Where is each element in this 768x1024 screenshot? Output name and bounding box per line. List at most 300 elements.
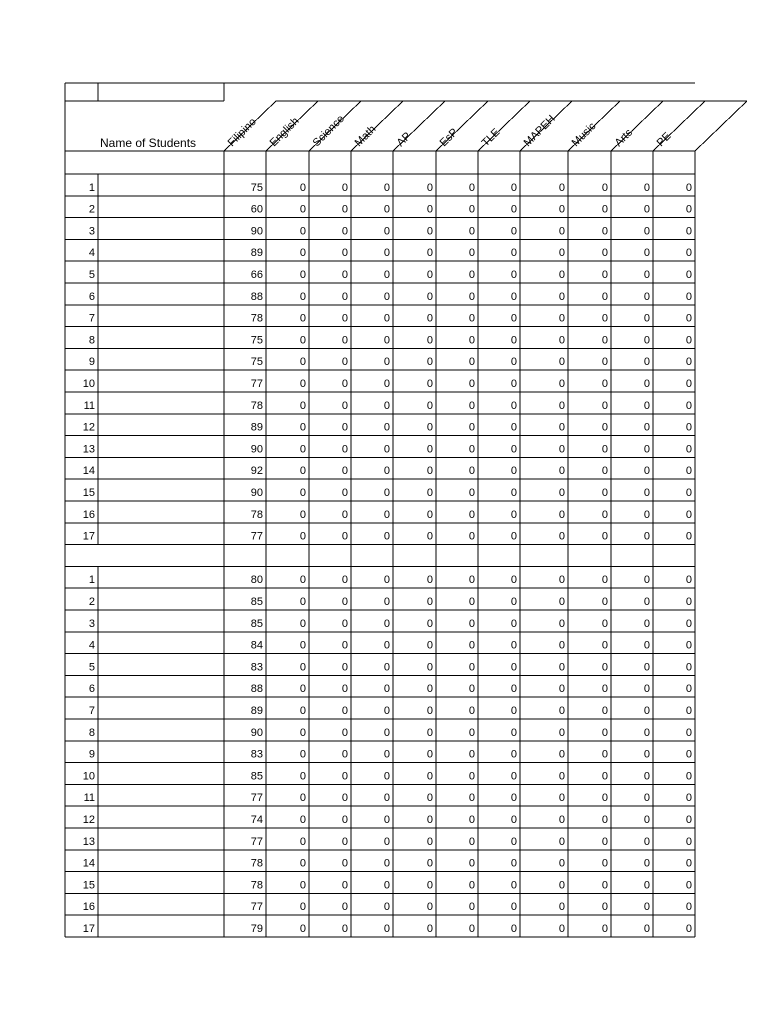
- grade-cell: 80: [250, 574, 263, 587]
- grade-cell: 0: [426, 814, 433, 826]
- grade-cell: 0: [510, 770, 517, 783]
- row-number: 17: [82, 530, 95, 543]
- cell-text: [83, 113, 692, 935]
- grade-cell: 0: [468, 639, 475, 652]
- grade-cell: 0: [643, 225, 650, 238]
- row-number: 8: [88, 334, 95, 347]
- grade-cell: 0: [426, 923, 433, 935]
- grade-cell: 0: [601, 923, 608, 935]
- grade-cell: 0: [510, 792, 517, 805]
- grade-cell: 0: [510, 203, 517, 216]
- grade-cell: 0: [510, 334, 517, 347]
- grade-cell: 0: [685, 661, 692, 674]
- header-slant-line: [695, 101, 747, 151]
- grade-cell: 0: [558, 356, 565, 369]
- grade-cell: 0: [558, 835, 565, 848]
- grade-cell: 0: [510, 596, 517, 608]
- grade-cell: 0: [643, 399, 650, 412]
- grade-cell: 0: [510, 181, 517, 194]
- row-number: 7: [88, 312, 95, 325]
- grade-cell: 0: [468, 770, 475, 783]
- subject-header: AP: [394, 130, 414, 150]
- grade-cell: 0: [558, 726, 565, 739]
- grade-cell: 0: [383, 421, 390, 434]
- grade-cell: 0: [341, 356, 348, 369]
- grade-cell: 0: [601, 530, 608, 543]
- grade-cell: 0: [468, 247, 475, 260]
- subject-header: Filipino: [225, 115, 259, 150]
- grade-cell: 0: [510, 639, 517, 652]
- grade-cell: 0: [643, 508, 650, 521]
- subject-header: EsP: [437, 126, 461, 150]
- grade-cell: 0: [426, 901, 433, 914]
- grade-cell: 0: [299, 596, 306, 608]
- grade-cell: 0: [383, 290, 390, 303]
- row-number: 1: [88, 574, 95, 587]
- grade-cell: 0: [383, 814, 390, 826]
- grade-cell: 0: [558, 574, 565, 587]
- grade-cell: 0: [510, 923, 517, 935]
- grade-cell: 0: [341, 465, 348, 478]
- grade-cell: 0: [299, 421, 306, 434]
- grade-cell: 0: [426, 683, 433, 696]
- grade-cell: 0: [299, 901, 306, 914]
- grade-cell: 90: [250, 726, 263, 739]
- grade-cell: 0: [510, 269, 517, 281]
- grade-cell: 0: [558, 879, 565, 892]
- grade-cell: 0: [383, 748, 390, 761]
- grade-cell: 0: [468, 290, 475, 303]
- grade-cell: 0: [468, 181, 475, 194]
- row-number: 10: [82, 770, 95, 783]
- grade-cell: 0: [299, 683, 306, 696]
- grade-cell: 0: [685, 443, 692, 456]
- grade-cell: 0: [510, 378, 517, 390]
- grade-cell: 0: [299, 814, 306, 826]
- row-number: 12: [82, 421, 95, 434]
- grade-cell: 0: [558, 683, 565, 696]
- grade-cell: 0: [685, 334, 692, 347]
- grade-cell: 0: [426, 574, 433, 587]
- grade-cell: 0: [558, 508, 565, 521]
- grade-cell: 0: [468, 923, 475, 935]
- grade-cell: 0: [601, 683, 608, 696]
- grade-cell: 0: [341, 923, 348, 935]
- grade-cell: 0: [685, 530, 692, 543]
- grade-cell: 0: [383, 726, 390, 739]
- grade-cell: 90: [250, 443, 263, 456]
- grade-cell: 0: [341, 443, 348, 456]
- grade-cell: 0: [383, 617, 390, 630]
- grade-cell: 92: [250, 465, 263, 478]
- grade-cell: 85: [250, 596, 263, 608]
- grade-cell: 0: [468, 508, 475, 521]
- grade-cell: 0: [685, 617, 692, 630]
- grade-cell: 0: [383, 683, 390, 696]
- grade-cell: 0: [558, 661, 565, 674]
- grade-cell: 0: [601, 443, 608, 456]
- grade-cell: 0: [468, 705, 475, 717]
- grade-cell: 0: [643, 203, 650, 216]
- grade-cell: 0: [643, 312, 650, 325]
- grade-cell: 0: [341, 247, 348, 260]
- grade-cell: 0: [685, 421, 692, 434]
- grade-cell: 0: [299, 378, 306, 390]
- grade-cell: 75: [250, 181, 263, 194]
- grade-cell: 0: [685, 857, 692, 870]
- grade-cell: 0: [643, 530, 650, 543]
- grade-cell: 0: [341, 705, 348, 717]
- grade-cell: 0: [299, 399, 306, 412]
- grade-cell: 0: [426, 247, 433, 260]
- grade-cell: 0: [643, 770, 650, 783]
- grade-cell: 0: [510, 574, 517, 587]
- grade-cell: 88: [250, 290, 263, 303]
- grade-cell: 0: [510, 530, 517, 543]
- grade-cell: 0: [601, 770, 608, 783]
- grade-cell: 77: [250, 530, 263, 543]
- grade-cell: 0: [299, 770, 306, 783]
- grade-cell: 0: [643, 879, 650, 892]
- grade-cell: 0: [643, 334, 650, 347]
- grade-cell: 0: [426, 835, 433, 848]
- grade-cell: 0: [510, 290, 517, 303]
- grade-cell: 0: [643, 748, 650, 761]
- grade-cell: 0: [383, 857, 390, 870]
- grade-cell: 0: [426, 181, 433, 194]
- grade-cell: 0: [341, 312, 348, 325]
- grade-cell: 0: [643, 661, 650, 674]
- grade-cell: 0: [601, 203, 608, 216]
- grade-cell: 0: [383, 770, 390, 783]
- row-number: 5: [88, 269, 95, 281]
- grade-cell: 0: [685, 225, 692, 238]
- grade-cell: 0: [685, 814, 692, 826]
- subject-header: TLE: [479, 126, 503, 150]
- grade-cell: 0: [426, 770, 433, 783]
- grade-cell: 0: [510, 835, 517, 848]
- grade-cell: 78: [250, 312, 263, 325]
- grade-cell: 0: [383, 399, 390, 412]
- grade-cell: 78: [250, 399, 263, 412]
- grade-cell: 0: [299, 269, 306, 281]
- grade-cell: 0: [601, 312, 608, 325]
- grade-cell: 0: [643, 923, 650, 935]
- grade-cell: 0: [426, 639, 433, 652]
- grade-cell: 0: [510, 465, 517, 478]
- grade-cell: 0: [341, 879, 348, 892]
- grade-cell: 0: [426, 269, 433, 281]
- grade-cell: 0: [426, 312, 433, 325]
- grade-cell: 0: [643, 247, 650, 260]
- grade-cell: 0: [299, 726, 306, 739]
- grade-cell: 0: [601, 879, 608, 892]
- grade-cell: 90: [250, 487, 263, 499]
- grade-cell: 0: [558, 814, 565, 826]
- grade-cell: 0: [685, 923, 692, 935]
- grade-cell: 0: [510, 399, 517, 412]
- grade-cell: 0: [468, 683, 475, 696]
- grade-cell: 0: [341, 508, 348, 521]
- grade-cell: 0: [426, 508, 433, 521]
- grade-cell: 0: [426, 399, 433, 412]
- row-number: 4: [88, 247, 95, 260]
- grade-cell: 0: [601, 378, 608, 390]
- grade-cell: 0: [601, 748, 608, 761]
- row-number: 9: [88, 356, 95, 369]
- grade-cell: 0: [558, 334, 565, 347]
- grade-cell: 0: [341, 334, 348, 347]
- grade-cell: 0: [685, 683, 692, 696]
- grade-cell: 78: [250, 879, 263, 892]
- grade-cell: 0: [685, 879, 692, 892]
- grade-cell: 0: [510, 508, 517, 521]
- grade-cell: 0: [383, 639, 390, 652]
- grade-cell: 0: [643, 814, 650, 826]
- row-number: 11: [83, 399, 95, 412]
- grade-cell: 0: [341, 857, 348, 870]
- grade-cell: 0: [601, 857, 608, 870]
- grade-cell: 0: [341, 901, 348, 914]
- grade-cell: 0: [643, 901, 650, 914]
- grade-cell: 0: [426, 487, 433, 499]
- grade-cell: 0: [383, 225, 390, 238]
- row-number: 15: [82, 487, 95, 499]
- grade-cell: 0: [341, 683, 348, 696]
- grade-cell: 0: [468, 443, 475, 456]
- grade-cell: 0: [510, 726, 517, 739]
- grade-cell: 0: [383, 705, 390, 717]
- grade-cell: 0: [558, 705, 565, 717]
- grade-cell: 0: [383, 334, 390, 347]
- grade-cell: 0: [383, 203, 390, 216]
- row-number: 15: [82, 879, 95, 892]
- grade-cell: 0: [383, 901, 390, 914]
- grade-cell: 78: [250, 508, 263, 521]
- grade-cell: 0: [601, 465, 608, 478]
- grade-cell: 0: [558, 639, 565, 652]
- grade-cell: 0: [558, 203, 565, 216]
- grade-cell: 0: [426, 378, 433, 390]
- grade-cell: 0: [643, 705, 650, 717]
- grade-cell: 89: [250, 247, 263, 260]
- grade-cell: 0: [558, 225, 565, 238]
- grade-cell: 0: [643, 290, 650, 303]
- grade-cell: 0: [426, 356, 433, 369]
- grade-cell: 0: [601, 356, 608, 369]
- grade-cell: 0: [341, 617, 348, 630]
- grade-cell: 0: [383, 879, 390, 892]
- grade-cell: 0: [383, 923, 390, 935]
- grade-cell: 0: [383, 508, 390, 521]
- grade-cell: 0: [383, 487, 390, 499]
- grade-cell: 0: [510, 857, 517, 870]
- grade-cell: 0: [468, 334, 475, 347]
- grade-cell: 0: [685, 181, 692, 194]
- grade-cell: 0: [558, 770, 565, 783]
- grade-cell: 0: [383, 465, 390, 478]
- grade-cell: 0: [426, 879, 433, 892]
- row-number: 8: [88, 726, 95, 739]
- grade-cell: 0: [426, 203, 433, 216]
- grade-cell: 0: [341, 399, 348, 412]
- grade-cell: 0: [341, 748, 348, 761]
- grade-cell: 0: [468, 792, 475, 805]
- grade-cell: 0: [643, 683, 650, 696]
- grade-cell: 0: [341, 269, 348, 281]
- grade-cell: 0: [426, 857, 433, 870]
- grade-cell: 0: [468, 617, 475, 630]
- grade-cell: 77: [250, 792, 263, 805]
- grade-cell: 78: [250, 857, 263, 870]
- grade-cell: 0: [643, 465, 650, 478]
- grade-cell: 0: [643, 443, 650, 456]
- grade-cell: 0: [383, 792, 390, 805]
- grade-cell: 0: [383, 596, 390, 608]
- row-number: 6: [88, 683, 95, 696]
- grade-cell: 0: [299, 705, 306, 717]
- grade-cell: 0: [601, 574, 608, 587]
- grade-cell: 79: [250, 923, 263, 935]
- grade-cell: 0: [426, 748, 433, 761]
- grade-cell: 0: [558, 312, 565, 325]
- row-number: 6: [88, 290, 95, 303]
- grade-cell: 0: [468, 530, 475, 543]
- grade-cell: 0: [468, 857, 475, 870]
- grade-cell: 0: [383, 661, 390, 674]
- row-number: 2: [88, 596, 95, 608]
- grade-cell: 0: [601, 421, 608, 434]
- grade-cell: 0: [558, 290, 565, 303]
- grade-cell: 0: [643, 726, 650, 739]
- row-number: 14: [82, 465, 95, 478]
- grade-cell: 0: [299, 225, 306, 238]
- grade-cell: 0: [510, 683, 517, 696]
- grade-cell: 89: [250, 705, 263, 717]
- grade-cell: 0: [601, 814, 608, 826]
- grade-cell: 0: [299, 661, 306, 674]
- grade-cell: 0: [341, 574, 348, 587]
- grade-cell: 0: [510, 487, 517, 499]
- grade-cell: 0: [299, 487, 306, 499]
- grade-cell: 0: [341, 181, 348, 194]
- grade-cell: 0: [468, 835, 475, 848]
- grade-cell: 0: [510, 814, 517, 826]
- grade-cell: 0: [299, 748, 306, 761]
- row-number: 16: [82, 901, 95, 914]
- grade-cell: 0: [643, 269, 650, 281]
- grade-cell: 0: [685, 290, 692, 303]
- grade-cell: 0: [643, 617, 650, 630]
- grade-cell: 0: [510, 247, 517, 260]
- grade-cell: 0: [685, 835, 692, 848]
- grade-cell: 0: [601, 508, 608, 521]
- grade-cell: 0: [558, 181, 565, 194]
- grade-cell: 77: [250, 378, 263, 390]
- grade-cell: 0: [468, 879, 475, 892]
- grade-cell: 0: [685, 247, 692, 260]
- subject-header: Math: [352, 123, 379, 150]
- grade-cell: 0: [558, 399, 565, 412]
- grade-cell: 0: [341, 726, 348, 739]
- grade-cell: 0: [341, 203, 348, 216]
- grade-cell: 0: [510, 705, 517, 717]
- grade-cell: 0: [510, 661, 517, 674]
- grade-cell: 0: [685, 312, 692, 325]
- grade-cell: 0: [468, 465, 475, 478]
- grade-cell: 0: [685, 487, 692, 499]
- grade-cell: 0: [643, 835, 650, 848]
- grade-cell: 0: [601, 225, 608, 238]
- grade-cell: 0: [299, 203, 306, 216]
- grade-cell: 0: [299, 181, 306, 194]
- grade-cell: 0: [468, 726, 475, 739]
- grade-cell: 0: [643, 487, 650, 499]
- row-number: 13: [82, 443, 95, 456]
- grade-cell: 0: [468, 661, 475, 674]
- grade-cell: 0: [341, 225, 348, 238]
- grade-cell: 0: [468, 269, 475, 281]
- grade-cell: 0: [510, 901, 517, 914]
- row-number: 14: [82, 857, 95, 870]
- grade-cell: 0: [299, 465, 306, 478]
- grade-cell: 0: [426, 334, 433, 347]
- row-number: 5: [88, 661, 95, 674]
- grade-cell: 0: [468, 421, 475, 434]
- grade-cell: 0: [426, 596, 433, 608]
- grade-cell: 0: [299, 247, 306, 260]
- subject-header: MAPEH: [521, 112, 558, 150]
- grade-cell: 0: [299, 334, 306, 347]
- grade-cell: 85: [250, 770, 263, 783]
- grade-cell: 0: [341, 661, 348, 674]
- grade-cell: 0: [383, 356, 390, 369]
- grade-cell: 0: [299, 879, 306, 892]
- grade-cell: 0: [383, 181, 390, 194]
- grade-cell: 0: [299, 312, 306, 325]
- grade-cell: 0: [341, 596, 348, 608]
- grade-cell: 0: [341, 770, 348, 783]
- row-number: 11: [83, 792, 95, 805]
- grade-cell: 0: [558, 269, 565, 281]
- name-of-students-header: Name of Students: [100, 136, 197, 150]
- grade-cell: 0: [685, 203, 692, 216]
- grade-cell: 0: [685, 792, 692, 805]
- grade-cell: 0: [426, 443, 433, 456]
- grade-cell: 0: [601, 487, 608, 499]
- grade-cell: 77: [250, 835, 263, 848]
- grade-cell: 0: [685, 508, 692, 521]
- grade-cell: 0: [468, 814, 475, 826]
- grade-cell: 0: [383, 530, 390, 543]
- grade-cell: 0: [468, 378, 475, 390]
- grade-cell: 0: [601, 596, 608, 608]
- grade-cell: 0: [468, 399, 475, 412]
- grade-cell: 0: [558, 617, 565, 630]
- grade-cell: 0: [643, 792, 650, 805]
- grade-cell: 0: [468, 203, 475, 216]
- grade-cell: 0: [341, 792, 348, 805]
- row-number: 9: [88, 748, 95, 761]
- grade-cell: 0: [299, 574, 306, 587]
- grade-cell: 0: [510, 421, 517, 434]
- grade-cell: 0: [341, 378, 348, 390]
- grade-cell: 0: [643, 596, 650, 608]
- grade-cell: 0: [299, 356, 306, 369]
- grade-cell: 0: [558, 901, 565, 914]
- grade-cell: 0: [299, 857, 306, 870]
- grade-cell: 0: [341, 530, 348, 543]
